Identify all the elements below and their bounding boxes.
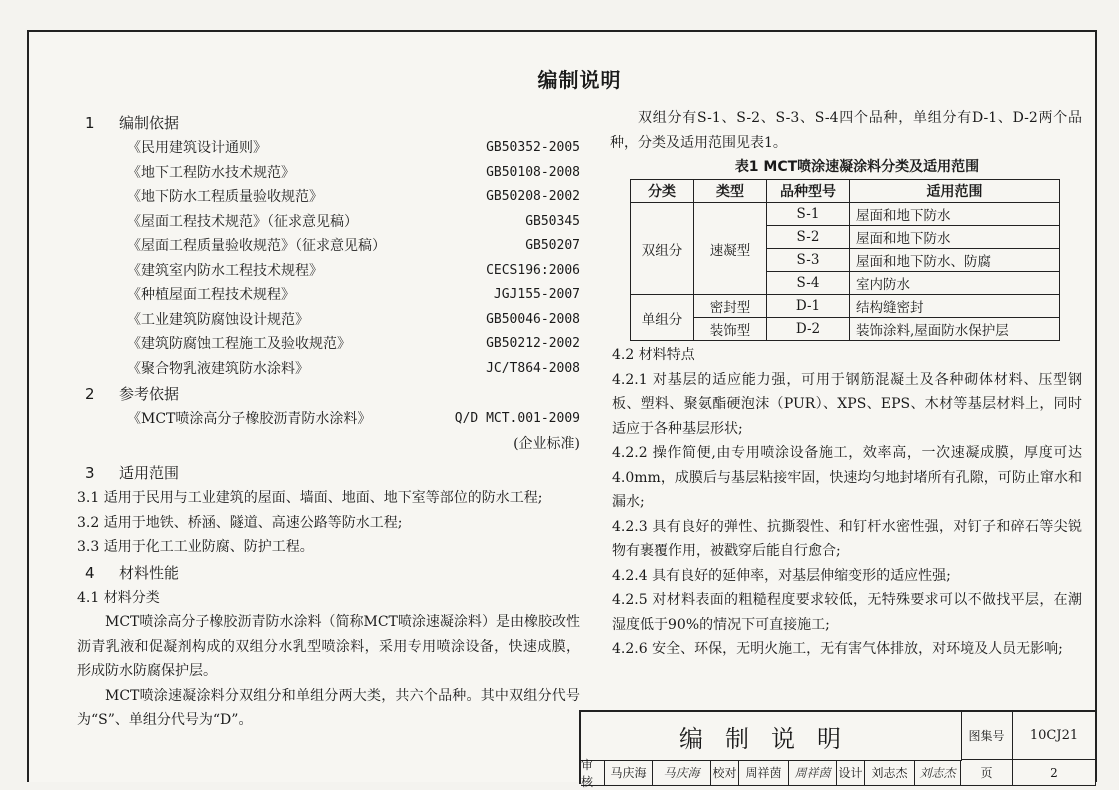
table-header: 品种型号 — [767, 180, 850, 203]
section-title: 参考依据 — [119, 385, 180, 403]
table-header: 适用范围 — [850, 180, 1060, 203]
reviewer-signature: 马庆海 — [653, 760, 711, 786]
reference-code: Q/D MCT.001-2009 — [454, 411, 580, 426]
model-cell: S-3 — [767, 249, 850, 272]
atlas-number: 10CJ21 — [1013, 712, 1096, 760]
table-row — [631, 203, 1060, 226]
group-cell: 双组分 — [631, 203, 694, 295]
title-block-title: 编制说明 — [581, 712, 962, 761]
model-cell: S-4 — [767, 272, 850, 295]
page-label: 页 — [961, 760, 1013, 786]
table-row — [631, 318, 1060, 341]
model-cell: S-1 — [767, 203, 850, 226]
section-number: 3 — [85, 464, 95, 482]
feature-paragraph: 4.2.4 具有良好的延伸率，对基层伸缩变形的适应性强; — [612, 567, 951, 584]
feature-paragraph: 4.2.3 具有良好的弹性、抗撕裂性、和钉杆水密性强，对钉子和碎石等尖锐物有裹覆作用，被戳穿后能自行愈合; — [612, 518, 1082, 559]
reference-name: 《聚合物乳液建筑防水涂料》 — [127, 360, 309, 377]
table-row — [631, 295, 1060, 318]
paragraph-3-3: 3.3 适用于化工工业防腐、防护工程。 — [77, 539, 314, 555]
reference-name: 《种植屋面工程技术规程》 — [127, 287, 295, 303]
check-label: 校对 — [711, 760, 739, 786]
feature-paragraph: 4.2.6 安全、环保，无明火施工，无有害气体排放，对环境及人员无影响; — [612, 641, 1063, 657]
reference-item — [85, 185, 580, 210]
checker-name: 周祥茵 — [739, 760, 789, 786]
reference-name: 《建筑防腐蚀工程施工及验收规范》 — [127, 336, 351, 352]
scope-cell: 屋面和地下防水、防腐 — [850, 249, 1060, 272]
reference-name: 《地下防水工程质量验收规范》 — [127, 189, 323, 205]
page-number: 2 — [1013, 760, 1096, 786]
section-number: 4 — [85, 563, 95, 582]
reference-item — [85, 234, 580, 259]
feature-paragraph: 4.2.2 操作简便,由专用喷涂设备施工，效率高，一次速凝成膜，厚度可达4.0mm，成膜后与基层粘接牢固，快速均匀地封堵所有孔隙，可防止窜水和漏水; — [612, 445, 1082, 510]
reference-item — [85, 308, 580, 333]
checker-signature: 周祥茵 — [789, 760, 837, 786]
reference-item — [85, 136, 580, 161]
scope-cell: 装饰涂料,屋面防水保护层 — [850, 318, 1060, 341]
model-cell: S-2 — [767, 226, 850, 249]
group-cell: 单组分 — [631, 295, 694, 341]
reference-note: (企业标准) — [513, 435, 580, 452]
reference-list — [85, 136, 580, 381]
reference-code: GB50108-2008 — [486, 164, 580, 180]
left-column — [77, 110, 580, 733]
designer-signature: 刘志杰 — [915, 760, 961, 786]
model-cell: D-1 — [767, 295, 850, 318]
reference-item — [85, 161, 580, 186]
reference-item — [85, 283, 580, 308]
reference-name: 《民用建筑设计通则》 — [127, 140, 267, 156]
paragraph-intro: 双组分有S-1、S-2、S-3、S-4四个品种，单组分有D-1、D-2两个品种，分类及适用范围见表1。 — [610, 110, 1082, 151]
scope-cell: 结构缝密封 — [850, 295, 1060, 318]
feature-paragraph: 4.2.5 对材料表面的粗糙程度要求较低，无特殊要求可以不做找平层，在潮湿度低于90%的情况下可直接施工; — [612, 592, 1082, 633]
paragraph-4-2: 4.2 材料特点 — [612, 347, 695, 363]
reference-code: GB50208-2002 — [486, 189, 580, 204]
reference-item — [85, 332, 580, 357]
table-header: 分类 — [631, 180, 694, 203]
reference-code: JGJ155-2007 — [493, 287, 580, 302]
reference-item — [85, 357, 580, 382]
scope-cell: 屋面和地下防水 — [850, 203, 1060, 226]
reference-code: GB50207 — [525, 238, 580, 253]
feature-list — [612, 368, 1082, 662]
reviewer-name: 马庆海 — [605, 760, 653, 786]
table-caption: 表1 MCT喷涂速凝涂料分类及适用范围 — [734, 159, 980, 175]
model-cell: D-2 — [767, 318, 850, 341]
reference-code: GB50046-2008 — [486, 311, 580, 327]
right-column — [612, 106, 1082, 662]
section-title: 编制依据 — [119, 114, 180, 132]
type-cell: 速凝型 — [694, 203, 767, 295]
table-header-row — [631, 180, 1060, 203]
reference-code: CECS196:2006 — [486, 262, 580, 278]
scope-cell: 室内防水 — [850, 272, 1060, 295]
reference-code: GB50212-2002 — [486, 336, 580, 351]
reference-item — [85, 210, 580, 235]
reference-item — [85, 407, 580, 432]
section-number: 2 — [85, 385, 95, 403]
design-label: 设计 — [837, 760, 865, 786]
reference-item — [85, 259, 580, 284]
reference-name: 《地下工程防水技术规范》 — [127, 164, 295, 181]
reference-name: 《工业建筑防腐蚀设计规范》 — [127, 311, 309, 328]
reference-name: 《MCT喷涂高分子橡胶沥青防水涂料》 — [127, 411, 372, 427]
section-4-heading — [85, 560, 580, 586]
reference-name: 《屋面工程技术规范》（征求意见稿） — [127, 213, 358, 230]
reference-code: GB50345 — [525, 213, 580, 229]
paragraph-material-classes: MCT喷涂速凝涂料分双组分和单组分两大类，共六个品种。其中双组分代号为“S”、单组分代号为“D”。 — [77, 687, 580, 728]
reference-code: JC/T864-2008 — [486, 360, 580, 376]
designer-name: 刘志杰 — [865, 760, 915, 786]
feature-paragraph: 4.2.1 对基层的适应能力强，可用于钢筋混凝土及各种砌体材料、压型钢板、塑料、聚氨酯硬泡沫（PUR）、XPS、EPS、木材等基层材料上，同时适应于各种基层形状; — [612, 371, 1082, 437]
type-cell: 装饰型 — [694, 318, 767, 341]
section-title: 材料性能 — [119, 563, 180, 582]
table-header: 类型 — [694, 180, 767, 203]
section-title: 适用范围 — [119, 464, 180, 482]
paragraph-3-2: 3.2 适用于地铁、桥涵、隧道、高速公路等防水工程; — [77, 514, 403, 531]
scope-cell: 屋面和地下防水 — [850, 226, 1060, 249]
review-label: 审核 — [581, 760, 605, 786]
paragraph-4-1: 4.1 材料分类 — [77, 589, 160, 606]
atlas-number-label: 图集号 — [961, 712, 1013, 760]
section-3-heading — [85, 460, 580, 486]
reference-name: 《屋面工程质量验收规范》（征求意见稿） — [127, 238, 386, 254]
section-2-heading — [85, 381, 580, 407]
type-cell: 密封型 — [694, 295, 767, 318]
page-title: 编制说明 — [537, 68, 622, 92]
reference-name: 《建筑室内防水工程技术规程》 — [127, 262, 323, 279]
paragraph-3-1: 3.1 适用于民用与工业建筑的屋面、墙面、地面、地下室等部位的防水工程; — [77, 490, 543, 506]
classification-table — [630, 179, 1060, 341]
title-block — [579, 710, 1096, 789]
paragraph-material-description: MCT喷涂高分子橡胶沥青防水涂料（简称MCT喷涂速凝涂料）是由橡胶改性沥青乳液和促凝剂构成的双组分水乳型喷涂料，采用专用喷涂设备，快速成膜，形成防水防腐保护层。 — [77, 614, 580, 679]
reference-code: GB50352-2005 — [486, 140, 580, 155]
section-number: 1 — [85, 114, 95, 132]
section-1-heading — [85, 110, 580, 136]
